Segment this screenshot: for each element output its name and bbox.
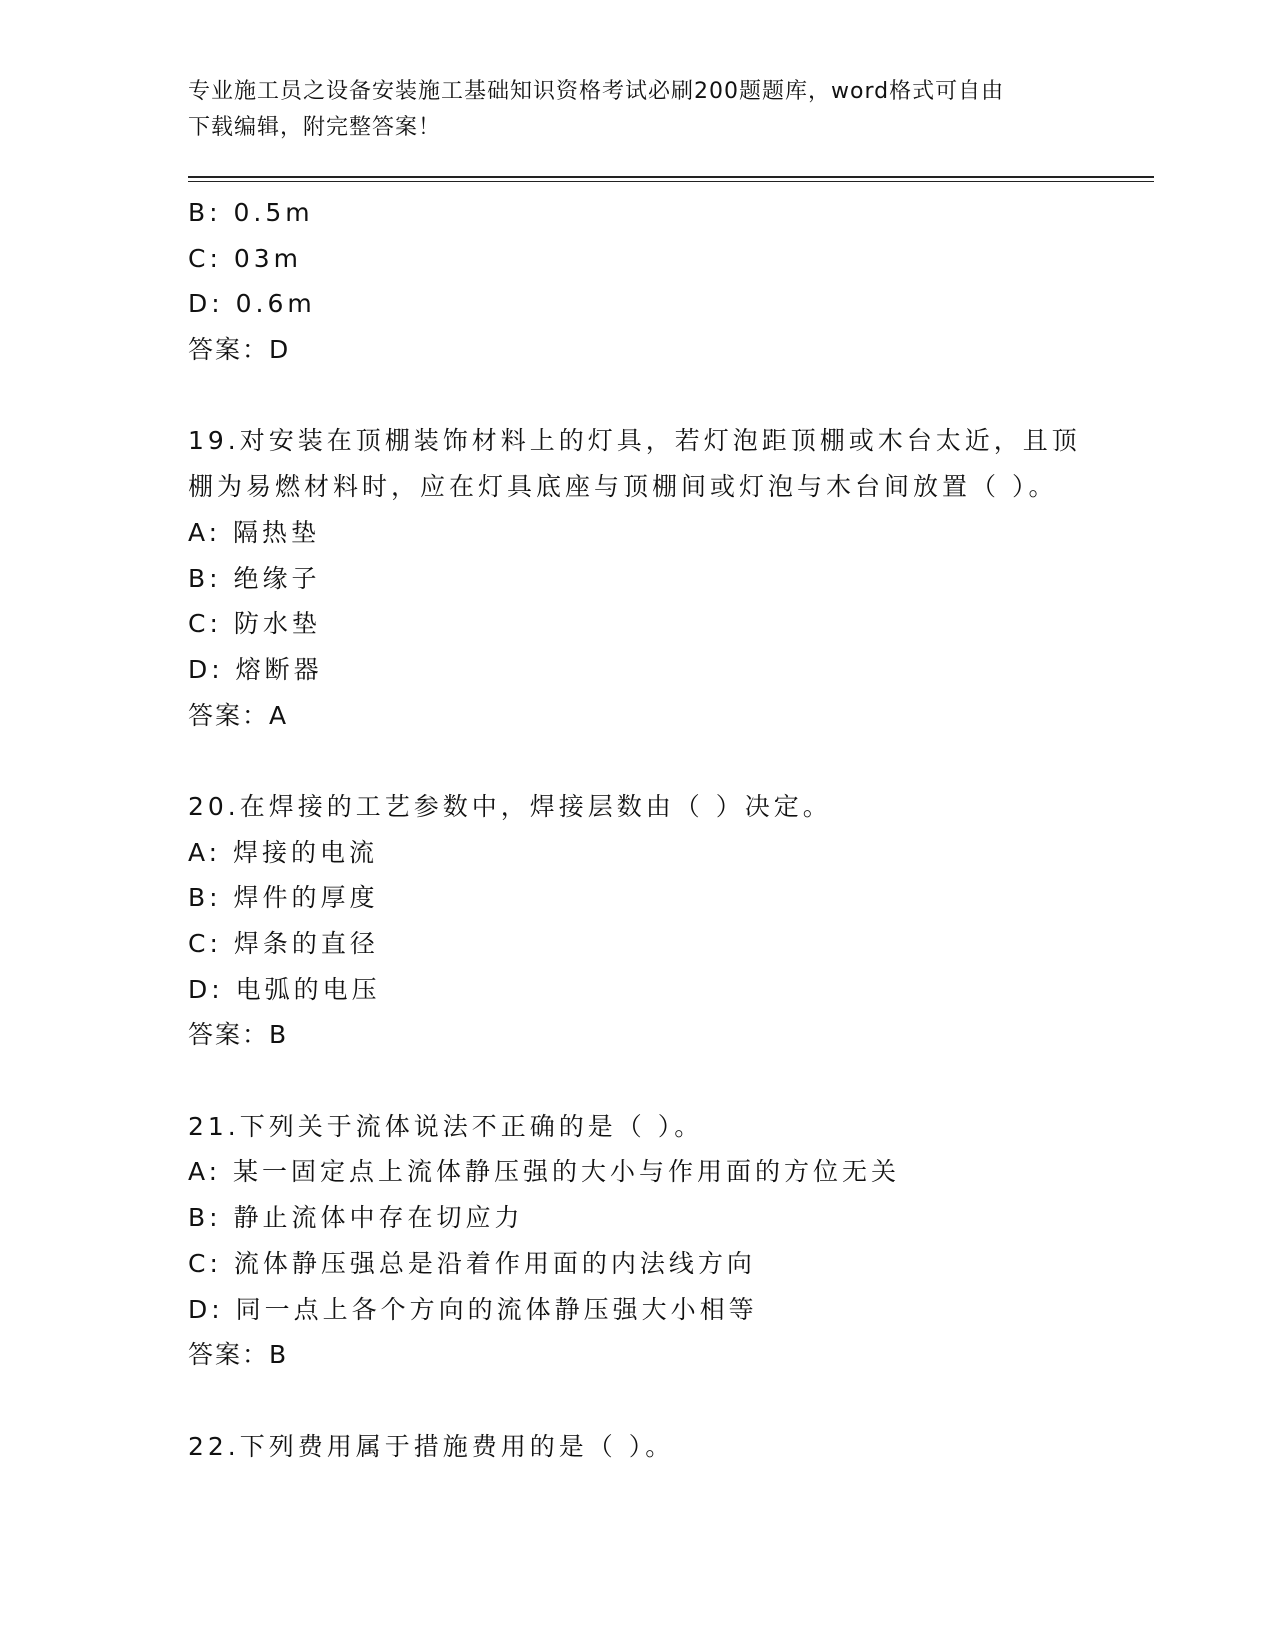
answer-line: 答案：B — [188, 1020, 289, 1050]
question-stem: 21.下列关于流体说法不正确的是（ ）。 — [188, 1111, 704, 1141]
option-a: A: 隔热垫 — [188, 517, 321, 547]
question-stem: 棚为易燃材料时，应在灯具底座与顶棚间或灯泡与木台间放置（ ）。 — [188, 472, 1058, 502]
option-a: A: 某一固定点上流体静压强的大小与作用面的方位无关 — [188, 1157, 901, 1187]
option-b: B: 焊件的厚度 — [188, 883, 379, 913]
question-block — [188, 1424, 1088, 1470]
header-divider-thin — [188, 181, 1154, 182]
option-c: C: 焊条的直径 — [188, 929, 379, 958]
option-a: A: 焊接的电流 — [188, 837, 379, 867]
question-block — [188, 190, 1088, 373]
answer-line: 答案：D — [188, 335, 291, 365]
answer-line: 答案：B — [188, 1340, 289, 1370]
question-list — [188, 190, 1088, 1469]
question-stem: 20.在焊接的工艺参数中，焊接层数由（ ）决定。 — [188, 791, 832, 821]
option-c: C: 防水垫 — [188, 609, 321, 639]
question-block — [188, 418, 1088, 738]
option-b: B: 0.5m — [188, 198, 314, 227]
header-line-2: 下载编辑，附完整答案！ — [188, 115, 442, 140]
spacer — [188, 1058, 1088, 1104]
option-c: C: 03m — [188, 243, 302, 273]
option-d: D: 熔断器 — [188, 654, 323, 684]
option-d: D: 电弧的电压 — [188, 974, 381, 1004]
option-b: B: 绝缘子 — [188, 563, 321, 593]
answer-line: 答案：A — [188, 700, 289, 730]
question-block — [188, 784, 1088, 1058]
document-header — [188, 74, 1088, 146]
question-block — [188, 1104, 1088, 1378]
spacer — [188, 1378, 1088, 1424]
question-stem: 19.对安装在顶棚装饰材料上的灯具，若灯泡距顶棚或木台太近，且顶 — [188, 426, 1081, 456]
header-divider-thick — [188, 176, 1154, 178]
question-stem: 22.下列费用属于措施费用的是（ ）。 — [188, 1431, 675, 1461]
option-c: C: 流体静压强总是沿着作用面的内法线方向 — [188, 1248, 756, 1278]
option-b: B: 静止流体中存在切应力 — [188, 1203, 524, 1233]
header-line-1: 专业施工员之设备安装施工基础知识资格考试必刷200题题库，word格式可自由 — [188, 79, 1005, 104]
option-d: D: 0.6m — [188, 289, 316, 319]
spacer — [188, 373, 1088, 419]
option-d: D: 同一点上各个方向的流体静压强大小相等 — [188, 1294, 758, 1324]
spacer — [188, 738, 1088, 784]
